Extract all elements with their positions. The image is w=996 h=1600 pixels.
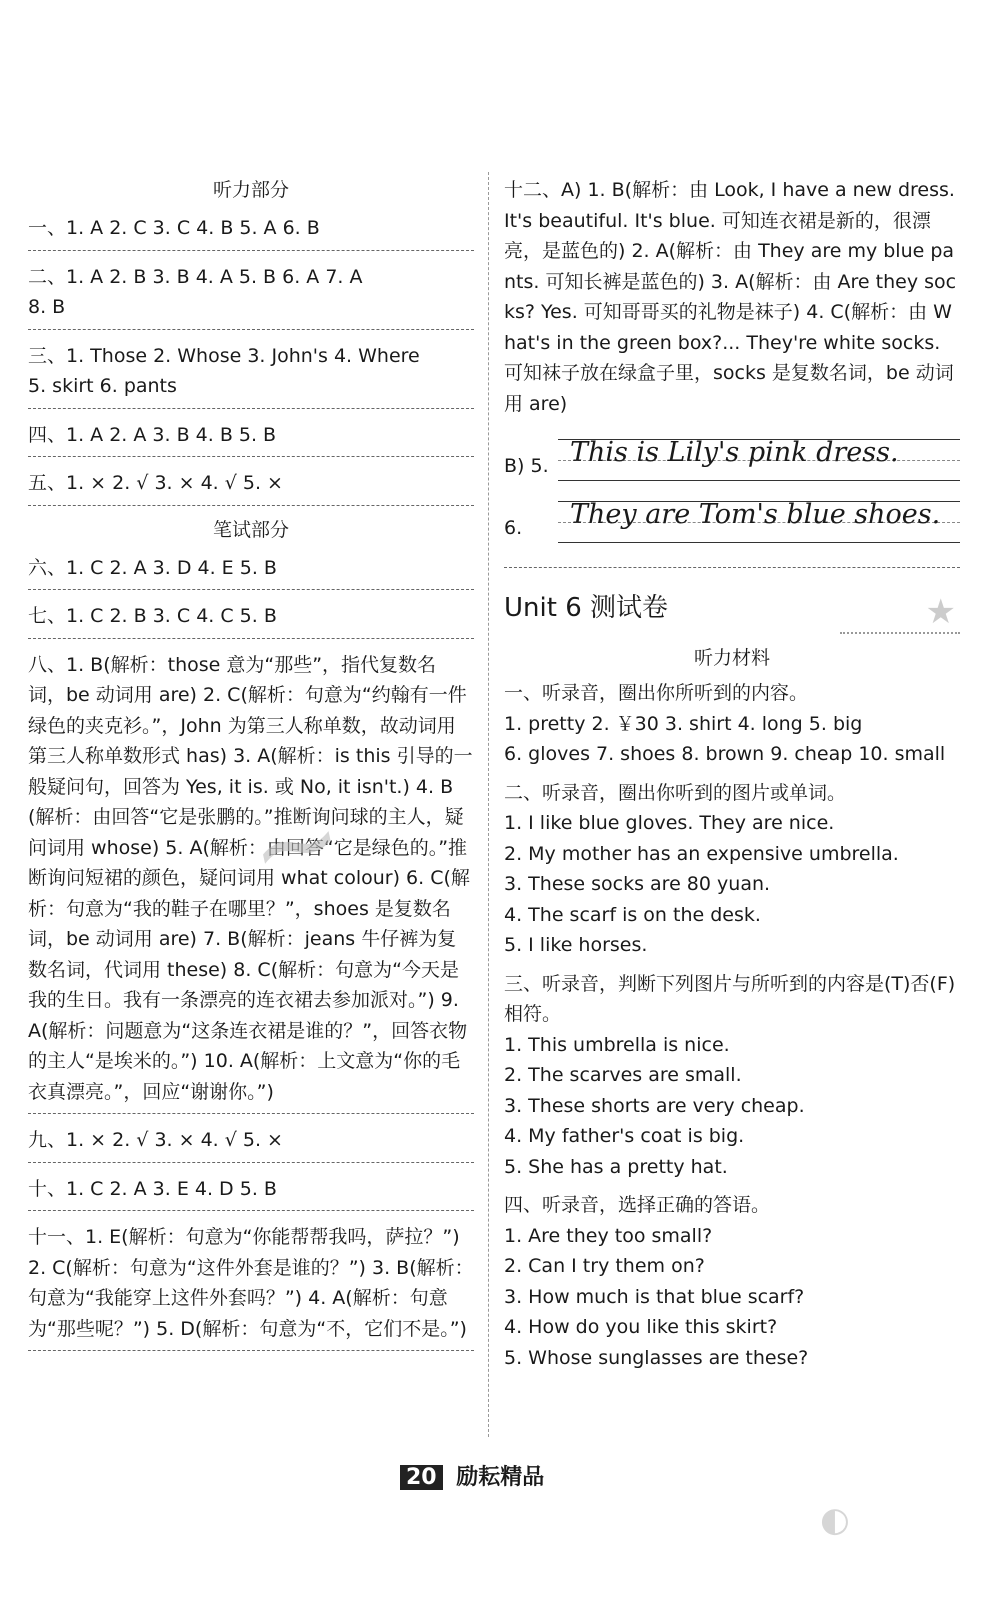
answer-line: 8. B	[28, 296, 66, 318]
handwriting-line-6	[504, 495, 960, 568]
item-number: B) 5.	[504, 455, 549, 477]
answer-line: 5. skirt 6. pants	[28, 375, 177, 397]
material-line: 3. How much is that blue scarf?	[504, 1285, 805, 1308]
answer-paragraph: 十一、1. E(解析：句意为“你能帮帮我吗，萨拉？”) 2. C(解析：句意为“这件外套是谁的？”) 3. B(解析：句意为“我能穿上这件外套吗？”) 4. A(解析：句意为“那些呢？”) 5. D(解析：句意为“不，它们不是。”)	[28, 1226, 474, 1340]
answer-row-5	[28, 465, 474, 506]
answer-paragraph: 十二、A) 1. B(解析：由 Look, I have a new dress. It's beautiful. It's blue. 可知连衣裙是新的，很漂亮，是蓝色的) 2. A(解析：由 They are my blue pants. 可知长裤是蓝色的) 3. A(解析：由 Are they socks? Yes. 可知哥哥买的礼物是袜子) 4. C(解析：由 What's in the green box?... They're white socks. 可知袜子放在绿盒子里，socks 是复数名词，be 动词用 are)	[504, 179, 957, 415]
material-line: 1. I like blue gloves. They are nice.	[504, 812, 835, 834]
handwriting-line-5	[504, 433, 960, 491]
section-heading: 四、听录音，选择正确的答语。	[504, 1194, 771, 1216]
answer-row-1	[28, 210, 474, 251]
material-line: 4. The scarf is on the desk.	[504, 903, 761, 926]
written-section-title: 笔试部分	[212, 518, 289, 541]
page-footer	[400, 1460, 544, 1491]
column-divider	[488, 172, 489, 1437]
item-number: 6.	[504, 517, 523, 539]
handwritten-answer: They are Tom's blue shoes.	[570, 499, 941, 530]
material-line: 3. These shorts are very cheap.	[504, 1094, 805, 1117]
material-line: 2. My mother has an expensive umbrella.	[504, 842, 899, 865]
answer-row-10	[28, 1171, 474, 1212]
right-column	[504, 172, 960, 1373]
material-line: 5. Whose sunglasses are these?	[504, 1346, 809, 1369]
answer-line: 九、1. × 2. √ 3. × 4. √ 5. ×	[28, 1129, 283, 1151]
answer-paragraph: 八、1. B(解析：those 意为“那些”，指代复数名词，be 动词用 are) 2. C(解析：句意为“约翰有一件绿色的夹克衫。”，John 为第三人称单数，故动词用第三人称单数形式 has) 3. A(解析：is this 引导的一般疑问句，回答为 Yes, it is. 或 No, it isn't.) 4. B(解析：由回答“它是张鹏的。”推断询问球的主人，疑问词用 whose) 5. A(解析：由回答“它是绿色的。”推断询问短裙的颜色，疑问词用 what colour) 6. C(解析：句意为“我的鞋子在哪里？”，shoes 是复数名词，be 动词用 are) 7. B(解析：jeans 牛仔裤为复数名词，代词用 these) 8. C(解析：句意为“今天是我的生日。我有一条漂亮的连衣裙去参加派对。”) 9. A(解析：问题意为“这条连衣裙是谁的？”，回答衣物的主人“是埃米的。”) 10. A(解析：上文意为“你的毛衣真漂亮。”，回应“谢谢你。”)	[28, 653, 473, 1103]
section-2	[504, 778, 960, 961]
material-line: 3. These socks are 80 yuan.	[504, 873, 771, 895]
answer-row-11	[28, 1219, 474, 1351]
dotted-divider	[840, 632, 960, 634]
brand-name: 励耘精品	[456, 1465, 545, 1490]
page-number: 20	[400, 1465, 443, 1490]
answer-row-6	[28, 550, 474, 591]
watermark-icon: ~	[237, 771, 355, 917]
answer-line: 二、1. A 2. B 3. B 4. A 5. B 6. A 7. A	[28, 265, 363, 288]
star-icon: ★	[925, 592, 956, 632]
material-line: 2. Can I try them on?	[504, 1255, 705, 1277]
unit-title-text: Unit 6 测试卷	[504, 593, 668, 623]
answer-row-3	[28, 338, 474, 409]
answer-row-4	[28, 417, 474, 458]
material-line: 5. I like horses.	[504, 934, 648, 956]
section-heading: 一、听录音，圈出你所听到的内容。	[504, 682, 809, 704]
answer-row-12	[504, 172, 960, 425]
material-line: 5. She has a pretty hat.	[504, 1155, 728, 1178]
material-line: 2. The scarves are small.	[504, 1064, 742, 1086]
section-heading: 三、听录音，判断下列图片与所听到的内容是(T)否(F)相符。	[504, 972, 956, 1025]
section-heading: 二、听录音，圈出你听到的图片或单词。	[504, 781, 847, 804]
material-line: 1. Are they too small?	[504, 1224, 713, 1247]
answer-line: 四、1. A 2. A 3. B 4. B 5. B	[28, 423, 277, 446]
section-1	[504, 678, 960, 770]
section-3	[504, 969, 960, 1183]
left-column	[28, 172, 474, 1359]
answer-row-8	[28, 647, 474, 1115]
answer-row-7	[28, 598, 474, 639]
handwritten-answer: This is Lily's pink dress.	[570, 437, 899, 468]
material-line: 1. pretty 2. ￥30 3. shirt 4. long 5. big	[504, 712, 863, 735]
answer-line: 七、1. C 2. B 3. C 4. C 5. B	[28, 605, 277, 627]
material-title: 听力材料	[693, 647, 770, 669]
section-4	[504, 1190, 960, 1373]
answer-line: 六、1. C 2. A 3. D 4. E 5. B	[28, 556, 277, 579]
answer-line: 十、1. C 2. A 3. E 4. D 5. B	[28, 1177, 277, 1200]
material-line: 6. gloves 7. shoes 8. brown 9. cheap 10. small	[504, 743, 946, 765]
watermark-logo-icon: ◐	[820, 1500, 850, 1540]
unit-title	[504, 588, 960, 632]
answer-line: 一、1. A 2. C 3. C 4. B 5. A 6. B	[28, 217, 320, 239]
material-line: 4. How do you like this skirt?	[504, 1316, 778, 1338]
answer-line: 三、1. Those 2. Whose 3. John's 4. Where	[28, 344, 420, 367]
material-line: 4. My father's coat is big.	[504, 1125, 745, 1147]
answer-line: 五、1. × 2. √ 3. × 4. √ 5. ×	[28, 472, 283, 494]
material-line: 1. This umbrella is nice.	[504, 1033, 730, 1056]
answer-row-9	[28, 1122, 474, 1163]
answer-row-2	[28, 259, 474, 330]
listening-section-title: 听力部分	[212, 179, 289, 201]
